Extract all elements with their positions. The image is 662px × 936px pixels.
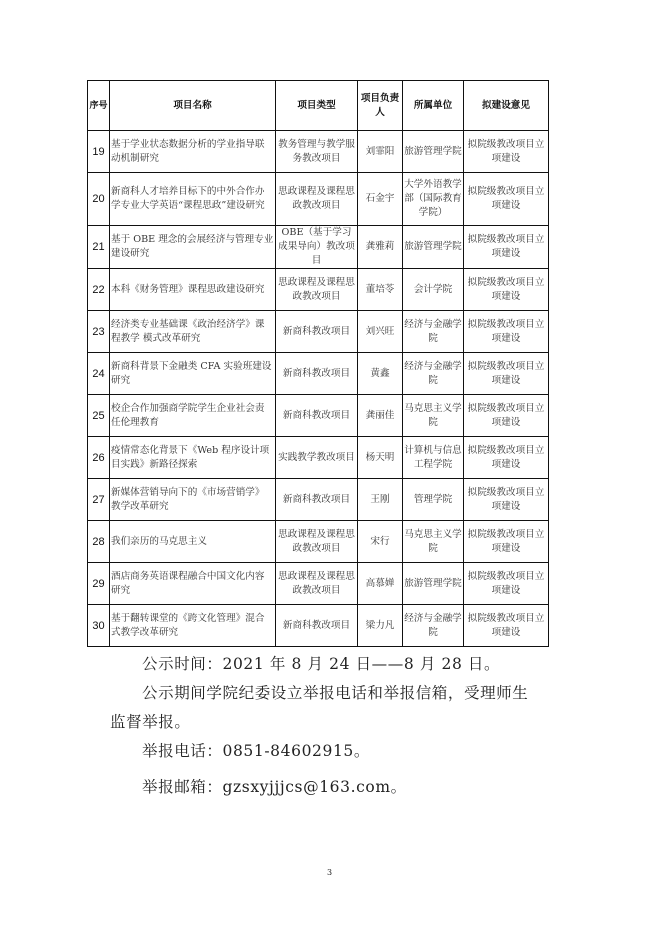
header-opinion: 拟建设意见 [464, 81, 549, 131]
header-type: 项目类型 [276, 81, 358, 131]
cell-leader: 黄鑫 [358, 353, 403, 395]
cell-opinion: 拟院级教改项目立项建设 [464, 269, 549, 311]
cell-type: 新商科教改项目 [276, 605, 358, 647]
cell-no: 21 [88, 226, 110, 269]
header-no: 序号 [88, 81, 110, 131]
cell-opinion: 拟院级教改项目立项建设 [464, 226, 549, 269]
cell-type: 教务管理与教学服务教改项目 [276, 131, 358, 173]
table-row [88, 173, 549, 226]
cell-name: 基于学业状态数据分析的学业指导联动机制研究 [110, 131, 276, 173]
cell-no: 22 [88, 269, 110, 311]
cell-leader: 杨天明 [358, 437, 403, 479]
cell-leader: 董培苓 [358, 269, 403, 311]
cell-leader: 石金宇 [358, 173, 403, 226]
cell-name: 校企合作加强商学院学生企业社会责任伦理教育 [110, 395, 276, 437]
table-row [88, 311, 549, 353]
cell-no: 27 [88, 479, 110, 521]
notice-report-line1: 公示期间学院纪委设立举报电话和举报信箱，受理师生 [142, 684, 529, 702]
cell-unit: 旅游管理学院 [403, 563, 464, 605]
cell-unit: 会计学院 [403, 269, 464, 311]
cell-name: 新商科背景下金融类 CFA 实验班建设研究 [110, 353, 276, 395]
cell-name: 经济类专业基础课《政治经济学》课程教学 模式改革研究 [110, 311, 276, 353]
cell-name: 新媒体营销导向下的《市场营销学》教学改革研究 [110, 479, 276, 521]
cell-leader: 梁力凡 [358, 605, 403, 647]
table-row [88, 395, 549, 437]
cell-name: 酒店商务英语课程融合中国文化内容研究 [110, 563, 276, 605]
cell-no: 24 [88, 353, 110, 395]
notice-report-line2: 监督举报。 [110, 713, 191, 731]
table-row [88, 605, 549, 647]
cell-type: 思政课程及课程思政教改项目 [276, 563, 358, 605]
cell-opinion: 拟院级教改项目立项建设 [464, 563, 549, 605]
cell-leader: 龚丽佳 [358, 395, 403, 437]
cell-no: 30 [88, 605, 110, 647]
cell-opinion: 拟院级教改项目立项建设 [464, 131, 549, 173]
cell-type: 思政课程及课程思政教改项目 [276, 173, 358, 226]
table-row [88, 226, 549, 269]
cell-unit: 大学外语教学部（国际教育学院） [403, 173, 464, 226]
cell-opinion: 拟院级教改项目立项建设 [464, 479, 549, 521]
cell-unit: 经济与金融学院 [403, 311, 464, 353]
cell-no: 25 [88, 395, 110, 437]
cell-name: 本科《财务管理》课程思政建设研究 [110, 269, 276, 311]
table-row [88, 131, 549, 173]
cell-leader: 龚雅莉 [358, 226, 403, 269]
cell-opinion: 拟院级教改项目立项建设 [464, 395, 549, 437]
cell-name: 疫情常态化背景下《Web 程序设计项目实践》新路径探索 [110, 437, 276, 479]
cell-no: 29 [88, 563, 110, 605]
cell-type: 新商科教改项目 [276, 353, 358, 395]
cell-opinion: 拟院级教改项目立项建设 [464, 521, 549, 563]
cell-opinion: 拟院级教改项目立项建设 [464, 353, 549, 395]
notice-phone: 举报电话：0851-84602915。 [142, 742, 370, 760]
cell-no: 19 [88, 131, 110, 173]
cell-type: 思政课程及课程思政教改项目 [276, 269, 358, 311]
cell-leader: 宋行 [358, 521, 403, 563]
cell-opinion: 拟院级教改项目立项建设 [464, 173, 549, 226]
cell-unit: 旅游管理学院 [403, 226, 464, 269]
cell-type: 新商科教改项目 [276, 395, 358, 437]
cell-name: 基于 OBE 理念的会展经济与管理专业建设研究 [110, 226, 276, 269]
table-row [88, 479, 549, 521]
cell-type: OBE（基于学习成果导向）教改项目 [276, 226, 358, 269]
cell-unit: 经济与金融学院 [403, 605, 464, 647]
table-row [88, 437, 549, 479]
header-leader: 项目负责人 [358, 81, 403, 131]
project-table [87, 80, 549, 647]
page-number: 3 [327, 868, 333, 877]
cell-leader: 刘兴旺 [358, 311, 403, 353]
cell-opinion: 拟院级教改项目立项建设 [464, 605, 549, 647]
cell-name: 基于翻转课堂的《跨文化管理》混合式教学改革研究 [110, 605, 276, 647]
cell-no: 26 [88, 437, 110, 479]
cell-name: 我们亲历的马克思主义 [110, 521, 276, 563]
cell-type: 思政课程及课程思政教改项目 [276, 521, 358, 563]
cell-name: 新商科人才培养目标下的中外合作办学专业大学英语“课程思政”建设研究 [110, 173, 276, 226]
table-row [88, 521, 549, 563]
table-row [88, 353, 549, 395]
cell-leader: 刘霏阳 [358, 131, 403, 173]
cell-no: 23 [88, 311, 110, 353]
cell-leader: 王刚 [358, 479, 403, 521]
cell-unit: 计算机与信息工程学院 [403, 437, 464, 479]
cell-opinion: 拟院级教改项目立项建设 [464, 311, 549, 353]
cell-unit: 马克思主义学院 [403, 521, 464, 563]
cell-no: 28 [88, 521, 110, 563]
header-name: 项目名称 [110, 81, 276, 131]
notice-email: 举报邮箱：gzsxyjjjcs@163.com。 [142, 778, 407, 796]
header-unit: 所属单位 [403, 81, 464, 131]
cell-opinion: 拟院级教改项目立项建设 [464, 437, 549, 479]
table-row [88, 269, 549, 311]
cell-type: 实践教学教改项目 [276, 437, 358, 479]
table-row [88, 563, 549, 605]
cell-unit: 经济与金融学院 [403, 353, 464, 395]
cell-no: 20 [88, 173, 110, 226]
cell-unit: 管理学院 [403, 479, 464, 521]
cell-unit: 旅游管理学院 [403, 131, 464, 173]
cell-leader: 高慕婵 [358, 563, 403, 605]
cell-type: 新商科教改项目 [276, 311, 358, 353]
cell-type: 新商科教改项目 [276, 479, 358, 521]
cell-unit: 马克思主义学院 [403, 395, 464, 437]
notice-period: 公示时间：2021 年 8 月 24 日——8 月 28 日。 [142, 655, 501, 673]
